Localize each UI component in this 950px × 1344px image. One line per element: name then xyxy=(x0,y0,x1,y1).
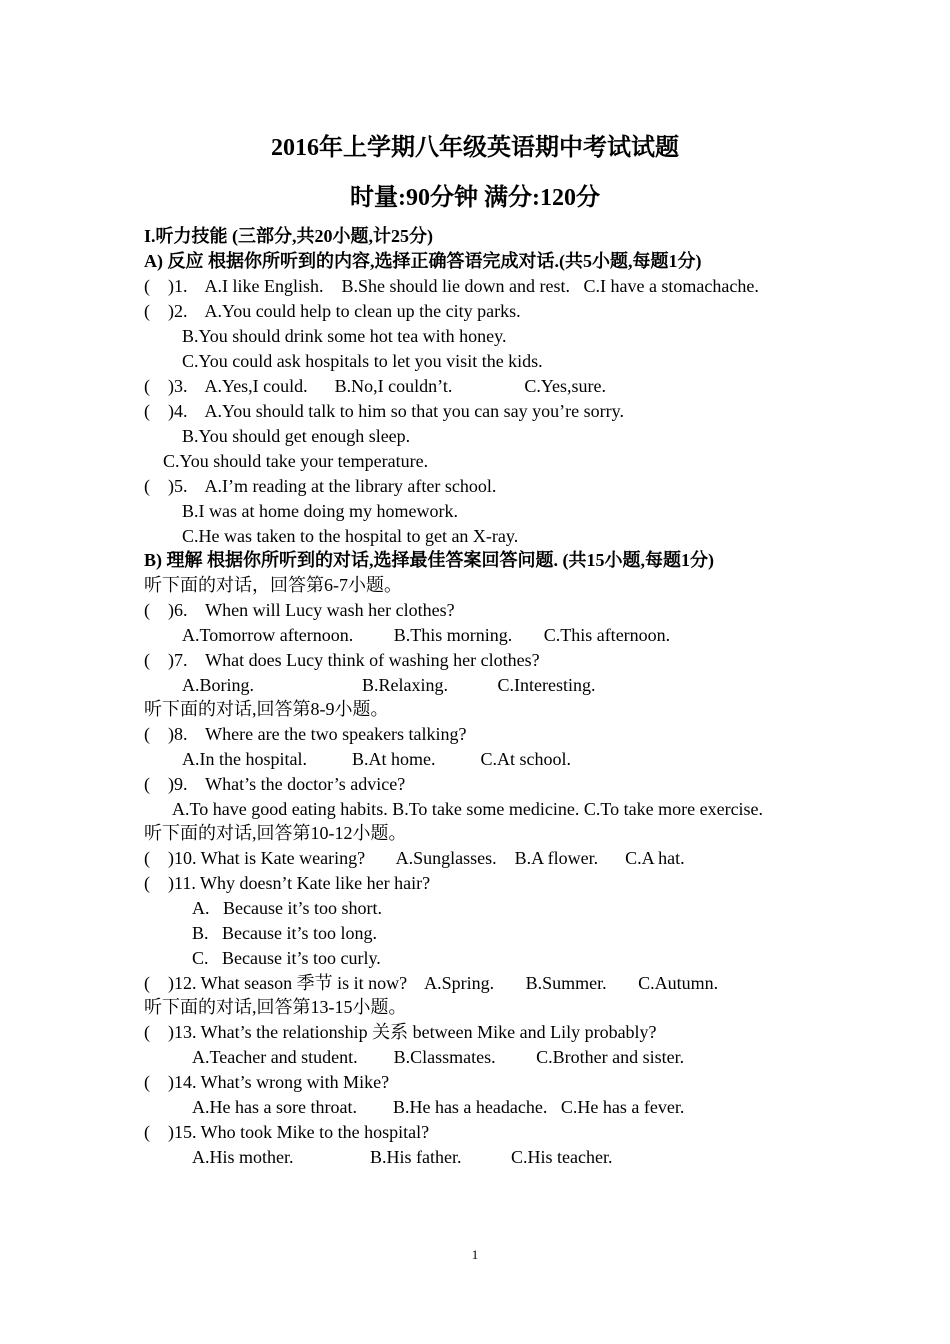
question-12: ( )12. What season 季节 is it now? A.Spring. B.Summer. C.Autumn. xyxy=(144,973,719,993)
question-15-options: A.His mother. B.His father. C.His teacher. xyxy=(192,1147,613,1167)
question-11-option-a: A. Because it’s too short. xyxy=(192,898,382,918)
question-7: ( )7. What does Lucy think of washing her clothes? xyxy=(144,650,540,670)
question-8-options: A.In the hospital. B.At home. C.At school. xyxy=(182,749,571,769)
question-8: ( )8. Where are the two speakers talking? xyxy=(144,724,467,744)
question-11-option-c: C. Because it’s too curly. xyxy=(192,948,381,968)
question-13-options: A.Teacher and student. B.Classmates. C.Brother and sister. xyxy=(192,1047,685,1067)
intro-questions-13-15: 听下面的对话,回答第13-15小题。 xyxy=(144,997,407,1017)
intro-questions-10-12: 听下面的对话,回答第10-12小题。 xyxy=(144,823,407,843)
question-14-options: A.He has a sore throat. B.He has a headache. C.He has a fever. xyxy=(192,1097,685,1117)
page-number: 1 xyxy=(471,1247,479,1262)
question-6-options: A.Tomorrow afternoon. B.This morning. C.This afternoon. xyxy=(182,625,671,645)
question-15: ( )15. Who took Mike to the hospital? xyxy=(144,1122,430,1142)
part-b-instructions: B) 理解 根据你所听到的对话,选择最佳答案回答问题. (共15小题,每题1分) xyxy=(144,550,714,570)
question-1: ( )1. A.I like English. B.She should lie down and rest. C.I have a stomachache. xyxy=(144,276,759,296)
question-9-options: A.To have good eating habits. B.To take some medicine. C.To take more exercise. xyxy=(172,799,764,819)
question-11-option-b: B. Because it’s too long. xyxy=(192,923,377,943)
question-14: ( )14. What’s wrong with Mike? xyxy=(144,1072,390,1092)
section-heading-listening: I.听力技能 (三部分,共20小题,计25分) xyxy=(144,226,433,246)
question-3: ( )3. A.Yes,I could. B.No,I couldn’t. C.Yes,sure. xyxy=(144,376,607,396)
exam-title: 2016年上学期八年级英语期中考试试题 xyxy=(271,135,679,161)
question-2-option-c: C.You could ask hospitals to let you visit the kids. xyxy=(182,351,543,371)
question-4-option-c: C.You should take your temperature. xyxy=(163,451,429,471)
intro-questions-6-7: 听下面的对话，回答第6-7小题。 xyxy=(144,575,402,595)
question-9: ( )9. What’s the doctor’s advice? xyxy=(144,774,406,794)
question-5-option-b: B.I was at home doing my homework. xyxy=(182,501,458,521)
question-5-option-c: C.He was taken to the hospital to get an X-ray. xyxy=(182,526,519,546)
intro-questions-8-9: 听下面的对话,回答第8-9小题。 xyxy=(144,699,389,719)
question-4-option-b: B.You should get enough sleep. xyxy=(182,426,411,446)
part-a-instructions: A) 反应 根据你所听到的内容,选择正确答语完成对话.(共5小题,每题1分) xyxy=(144,251,702,271)
question-5: ( )5. A.I’m reading at the library after school. xyxy=(144,476,497,496)
question-10: ( )10. What is Kate wearing? A.Sunglasses. B.A flower. C.A hat. xyxy=(144,848,685,868)
question-2-option-b: B.You should drink some hot tea with honey. xyxy=(182,326,507,346)
question-4: ( )4. A.You should talk to him so that you can say you’re sorry. xyxy=(144,401,624,421)
question-7-options: A.Boring. B.Relaxing. C.Interesting. xyxy=(182,675,596,695)
question-6: ( )6. When will Lucy wash her clothes? xyxy=(144,600,455,620)
question-13: ( )13. What’s the relationship 关系 between Mike and Lily probably? xyxy=(144,1022,657,1042)
exam-duration-score: 时量:90分钟 满分:120分 xyxy=(350,185,600,211)
question-11: ( )11. Why doesn’t Kate like her hair? xyxy=(144,873,431,893)
question-2: ( )2. A.You could help to clean up the city parks. xyxy=(144,301,521,321)
